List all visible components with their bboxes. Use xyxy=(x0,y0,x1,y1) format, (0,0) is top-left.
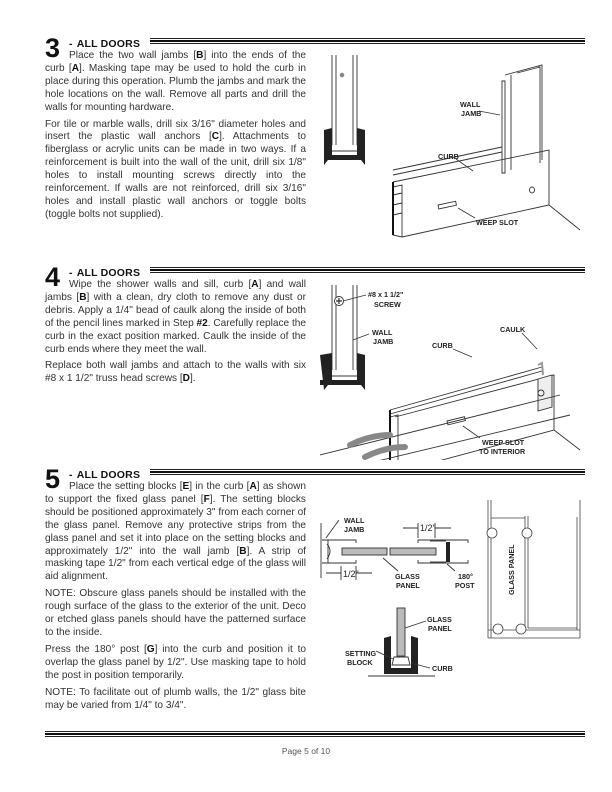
label-screw: SCREW xyxy=(374,300,401,309)
paragraph: Place the setting blocks [E] in the curb [A] as shown to support the fixed glass panel [F]. The setting blocks should be positioned approximately 3" from each corner of the glass panel. Remove any protective strips from the glass panel and set it into place on the setting blocks and approximately 1/2" into the wall jamb [B]. A strip of masking tape 1/2" from each vertical edge of the glass will aid alignment. xyxy=(45,481,306,583)
paragraph: Place the two wall jambs [B] into the ends of the curb [A]. Masking tape may be used to hold the curb in place during this operation. Plumb the jambs and mark the hole locations on the wall. Remove all parts and drill the walls for mounting hardware. xyxy=(45,50,306,113)
jamb-profile-drawing xyxy=(324,55,365,165)
label-caulk: CAULK xyxy=(500,325,526,334)
page-number: Page 5 of 10 xyxy=(281,746,331,756)
section-rule xyxy=(150,38,585,44)
paragraph: NOTE: To facilitate out of plumb walls, the 1/2" glass bite may be varied from 1/4" to 3/4". xyxy=(45,686,306,711)
paragraph: Wipe the shower walls and sill, curb [A] and wall jambs [B] with a clean, dry cloth to remove any dust or debris. Apply a 1/4" bead of caulk along the inside of both of the pencil lines marked in Step #2. Carefully replace the curb in the exact position marked. Caulk the inside of the curb ends where they meet the wall. xyxy=(45,279,306,355)
label-wall-jamb: WALL xyxy=(372,328,393,337)
label-screw: #8 x 1 1/2" xyxy=(368,290,404,299)
step-4-diagram xyxy=(320,285,585,460)
step-number: 5 xyxy=(45,464,61,494)
label-180-post: POST xyxy=(455,581,475,590)
label-glass-panel: PANEL xyxy=(428,624,452,633)
paragraph: Press the 180° post [G] into the curb and position it to overlap the glass panel by 1/2". Use masking tape to hold the post in position temporarily. xyxy=(45,643,306,681)
step-title: - ALL DOORS xyxy=(69,267,141,279)
step-3-diagram xyxy=(320,55,585,240)
step-5-elevation-diagram xyxy=(485,500,585,645)
step-title: - ALL DOORS xyxy=(69,469,141,481)
curb-jamb-drawing xyxy=(393,65,580,237)
label-glass-panel: GLASS xyxy=(427,615,452,624)
section-rule xyxy=(150,469,585,475)
label-weep-slot: WEEP SLOT xyxy=(482,438,525,447)
paragraph: Replace both wall jambs and attach to the walls with six #8 x 1 1/2" truss head screws [D]. xyxy=(45,360,306,385)
label-curb: CURB xyxy=(438,152,459,161)
label-wall-jamb: WALL xyxy=(344,516,365,525)
label-glass-panel: PANEL xyxy=(396,581,420,590)
label-dimension: 1/2" xyxy=(420,523,436,533)
step-number: 3 xyxy=(45,33,61,63)
label-dimension: 1/2" xyxy=(343,569,359,579)
label-wall-jamb: JAMB xyxy=(461,109,482,118)
step-5-text xyxy=(45,481,306,716)
step-number: 4 xyxy=(45,262,61,292)
jamb-profile-drawing xyxy=(320,285,365,390)
step-3-text xyxy=(45,50,306,226)
footer-rule xyxy=(45,731,585,737)
label-glass-panel: GLASS xyxy=(395,572,420,581)
step-5-plan-diagram xyxy=(318,508,478,688)
label-wall-jamb: JAMB xyxy=(344,525,365,534)
label-setting-block: SETTING xyxy=(345,649,377,658)
label-glass-panel: GLASS PANEL xyxy=(507,544,516,595)
label-180-post: 180° xyxy=(458,572,473,581)
section-rule xyxy=(150,267,585,273)
step-4-text xyxy=(45,279,306,390)
label-curb: CURB xyxy=(432,664,453,673)
label-wall-jamb: JAMB xyxy=(373,337,394,346)
label-wall-jamb: WALL xyxy=(460,100,481,109)
label-curb: CURB xyxy=(432,341,453,350)
step-title: - ALL DOORS xyxy=(69,38,141,50)
paragraph: For tile or marble walls, drill six 3/16" diameter holes and insert the plastic wall anchors [C]. Attachments to fiberglass or acrylic units can be made in two ways. If a reinforcement is built into the wall of the unit, drill six 1/8" holes to install mounting screws directly into the reinforcement. If walls are not reinforced, drill six 3/16" holes and install plastic wall anchors or toggle bolts (toggle bolts not supplied). xyxy=(45,118,306,220)
paragraph: NOTE: Obscure glass panels should be installed with the rough surface of the glass to the exterior of the unit. Deco or etched glass panels should have the patterned surface to the inside. xyxy=(45,588,306,638)
label-weep-slot: TO INTERIOR xyxy=(479,447,526,456)
label-setting-block: BLOCK xyxy=(347,658,373,667)
label-weep-slot: WEEP SLOT xyxy=(476,218,519,227)
